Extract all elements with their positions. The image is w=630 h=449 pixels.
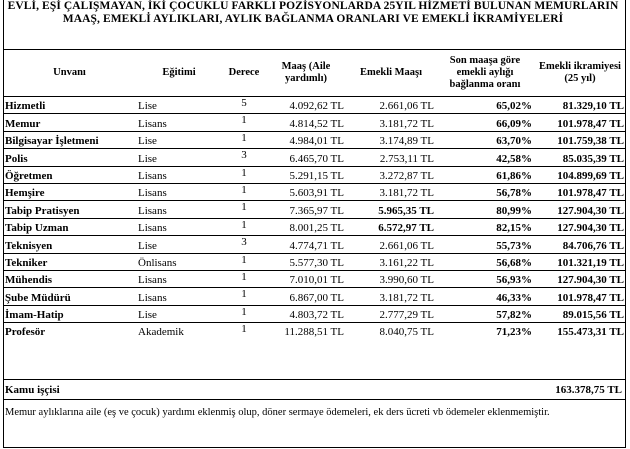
cell-derece: 1 — [222, 253, 266, 270]
cell-oran: 82,15% — [436, 218, 534, 235]
table-row — [3, 183, 626, 200]
cell-egitim: Lisans — [136, 270, 222, 287]
cell-ikramiye: 127.904,30 TL — [534, 218, 626, 235]
cell-maas: 6.867,00 TL — [266, 288, 346, 305]
table-row — [3, 270, 626, 287]
table-row — [3, 97, 626, 114]
table-row — [3, 305, 626, 322]
cell-emekli-maasi: 8.040,75 TL — [346, 323, 436, 340]
cell-ikramiye: 127.904,30 TL — [534, 201, 626, 218]
cell-maas: 4.984,01 TL — [266, 131, 346, 148]
cell-egitim: Lise — [136, 305, 222, 322]
cell-unvan: Hizmetli — [3, 97, 136, 114]
cell-derece: 5 — [222, 97, 266, 114]
cell-maas: 4.092,62 TL — [266, 97, 346, 114]
cell-derece: 1 — [222, 323, 266, 340]
cell-oran: 56,68% — [436, 253, 534, 270]
cell-unvan: Hemşire — [3, 183, 136, 200]
page-title: EVLİ, EŞİ ÇALIŞMAYAN, İKİ ÇOCUKLU FARKLI POZİSYONLARDA 25YIL HİZMETİ BULUNAN MEMURLARIN MAAŞ, EMEKLİ AYLIKLARI, AYLIK BAĞLANMA ORANLARI VE EMEKLİ İKRAMİYELERİ — [7, 0, 619, 25]
header-maas: Maaş (Aile yardımlı) — [281, 61, 331, 84]
cell-emekli-maasi: 3.161,22 TL — [346, 253, 436, 270]
cell-derece: 1 — [222, 288, 266, 305]
header-ikramiye: Emekli ikramiyesi (25 yıl) — [539, 61, 621, 84]
cell-derece: 3 — [222, 236, 266, 253]
cell-emekli-maasi: 3.181,72 TL — [346, 183, 436, 200]
cell-oran: 57,82% — [436, 305, 534, 322]
header-derece: Derece — [228, 67, 260, 78]
cell-maas: 11.288,51 TL — [266, 323, 346, 340]
cell-unvan: Profesör — [3, 323, 136, 340]
cell-ikramiye: 84.706,76 TL — [534, 236, 626, 253]
cell-oran: 65,02% — [436, 97, 534, 114]
cell-egitim: Lisans — [136, 183, 222, 200]
table-row — [3, 201, 626, 218]
table-row — [3, 288, 626, 305]
cell-oran: 71,23% — [436, 323, 534, 340]
cell-emekli-maasi: 2.753,11 TL — [346, 149, 436, 166]
cell-oran: 46,33% — [436, 288, 534, 305]
table-row — [3, 253, 626, 270]
cell-emekli-maasi: 3.174,89 TL — [346, 131, 436, 148]
cell-maas: 4.774,71 TL — [266, 236, 346, 253]
table-row — [3, 114, 626, 131]
cell-unvan: Tabip Uzman — [3, 218, 136, 235]
header-unvan: Unvanı — [53, 67, 86, 78]
cell-maas: 5.603,91 TL — [266, 183, 346, 200]
cell-egitim: Önlisans — [136, 253, 222, 270]
cell-maas: 5.291,15 TL — [266, 166, 346, 183]
cell-derece: 1 — [222, 166, 266, 183]
cell-maas: 6.465,70 TL — [266, 149, 346, 166]
cell-unvan: Bilgisayar İşletmeni — [3, 131, 136, 148]
cell-oran: 63,70% — [436, 131, 534, 148]
frame-kamu-bottom-rule — [3, 399, 626, 400]
cell-emekli-maasi: 3.181,72 TL — [346, 288, 436, 305]
cell-maas: 8.001,25 TL — [266, 218, 346, 235]
footnote: Memur aylıklarına aile (eş ve çocuk) yardımı eklenmiş olup, döner sermaye ödemeleri, ek ders ücreti vb ödemeler eklenmemiştir. — [5, 407, 550, 418]
table-row — [3, 166, 626, 183]
cell-unvan: Tabip Pratisyen — [3, 201, 136, 218]
header-emekli-maasi: Emekli Maaşı — [359, 67, 423, 78]
cell-emekli-maasi: 6.572,97 TL — [346, 218, 436, 235]
cell-ikramiye: 104.899,69 TL — [534, 166, 626, 183]
cell-unvan: Şube Müdürü — [3, 288, 136, 305]
cell-egitim: Lise — [136, 149, 222, 166]
cell-oran: 56,78% — [436, 183, 534, 200]
cell-ikramiye: 127.904,30 TL — [534, 270, 626, 287]
cell-unvan: Öğretmen — [3, 166, 136, 183]
table-row — [3, 149, 626, 166]
cell-egitim: Lise — [136, 131, 222, 148]
cell-maas: 4.814,52 TL — [266, 114, 346, 131]
cell-derece: 1 — [222, 131, 266, 148]
cell-ikramiye: 101.978,47 TL — [534, 114, 626, 131]
cell-unvan: İmam-Hatip — [3, 305, 136, 322]
cell-ikramiye: 85.035,39 TL — [534, 149, 626, 166]
cell-ikramiye: 89.015,56 TL — [534, 305, 626, 322]
cell-emekli-maasi: 3.272,87 TL — [346, 166, 436, 183]
kamu-iscisi-label: Kamu işçisi — [5, 384, 60, 396]
frame-kamu-top-rule — [3, 379, 626, 380]
cell-derece: 1 — [222, 270, 266, 287]
cell-derece: 1 — [222, 114, 266, 131]
cell-oran: 56,93% — [436, 270, 534, 287]
cell-maas: 5.577,30 TL — [266, 253, 346, 270]
cell-ikramiye: 101.978,47 TL — [534, 183, 626, 200]
cell-oran: 55,73% — [436, 236, 534, 253]
header-oran: Son maaşa göre emekli aylığı bağlanma oranı — [449, 55, 521, 90]
cell-emekli-maasi: 2.661,06 TL — [346, 236, 436, 253]
cell-emekli-maasi: 3.181,72 TL — [346, 114, 436, 131]
cell-unvan: Polis — [3, 149, 136, 166]
cell-egitim: Akademik — [136, 323, 222, 340]
cell-maas: 4.803,72 TL — [266, 305, 346, 322]
table-row — [3, 218, 626, 235]
cell-egitim: Lisans — [136, 218, 222, 235]
header-egitim: Eğitimi — [162, 67, 196, 78]
table-row — [3, 131, 626, 148]
cell-oran: 66,09% — [436, 114, 534, 131]
cell-egitim: Lise — [136, 236, 222, 253]
cell-oran: 42,58% — [436, 149, 534, 166]
cell-unvan: Teknisyen — [3, 236, 136, 253]
table-header-row — [3, 50, 626, 97]
cell-emekli-maasi: 2.777,29 TL — [346, 305, 436, 322]
cell-derece: 1 — [222, 305, 266, 322]
kamu-iscisi-value: 163.378,75 TL — [555, 384, 622, 396]
cell-ikramiye: 101.321,19 TL — [534, 253, 626, 270]
cell-egitim: Lisans — [136, 114, 222, 131]
table-row — [3, 323, 626, 340]
cell-ikramiye: 155.473,31 TL — [534, 323, 626, 340]
cell-unvan: Memur — [3, 114, 136, 131]
frame-bottom-rule — [3, 447, 626, 448]
table-row — [3, 236, 626, 253]
cell-egitim: Lisans — [136, 201, 222, 218]
salary-table — [3, 50, 626, 339]
cell-ikramiye: 101.759,38 TL — [534, 131, 626, 148]
cell-egitim: Lise — [136, 97, 222, 114]
cell-derece: 1 — [222, 201, 266, 218]
cell-ikramiye: 81.329,10 TL — [534, 97, 626, 114]
cell-egitim: Lisans — [136, 288, 222, 305]
cell-unvan: Mühendis — [3, 270, 136, 287]
cell-unvan: Tekniker — [3, 253, 136, 270]
cell-maas: 7.365,97 TL — [266, 201, 346, 218]
cell-derece: 1 — [222, 218, 266, 235]
cell-oran: 61,86% — [436, 166, 534, 183]
cell-oran: 80,99% — [436, 201, 534, 218]
cell-maas: 7.010,01 TL — [266, 270, 346, 287]
cell-derece: 3 — [222, 149, 266, 166]
cell-egitim: Lisans — [136, 166, 222, 183]
cell-emekli-maasi: 2.661,06 TL — [346, 97, 436, 114]
cell-derece: 1 — [222, 183, 266, 200]
cell-emekli-maasi: 5.965,35 TL — [346, 201, 436, 218]
cell-ikramiye: 101.978,47 TL — [534, 288, 626, 305]
cell-emekli-maasi: 3.990,60 TL — [346, 270, 436, 287]
